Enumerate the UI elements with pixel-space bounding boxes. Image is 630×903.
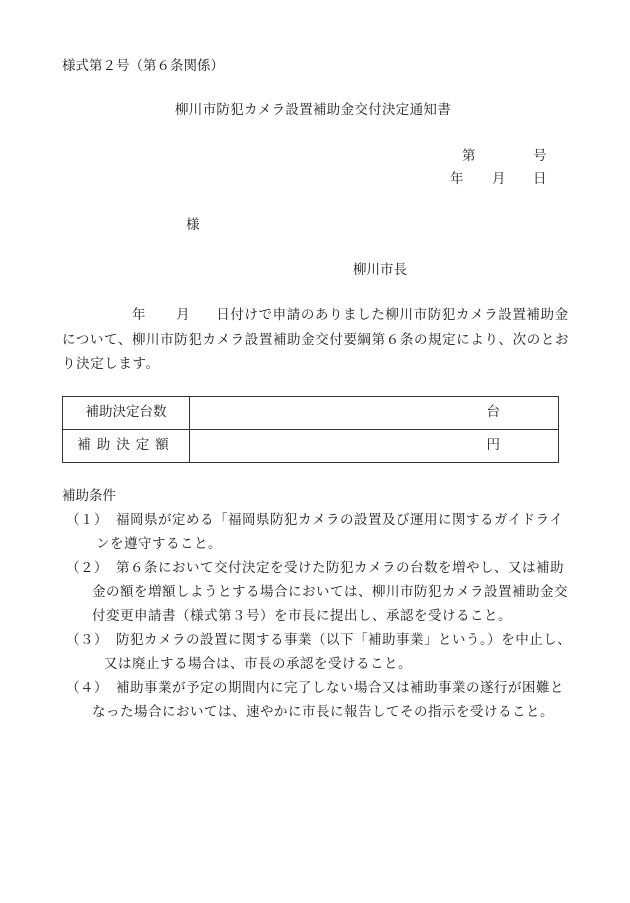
sender-name: 柳川市長 xyxy=(353,262,407,278)
units-value: 台 xyxy=(190,397,559,430)
decision-table xyxy=(62,396,559,463)
condition-2 xyxy=(66,562,564,576)
condition-number: （１） xyxy=(66,512,108,528)
conditions-heading: 補助条件 xyxy=(62,488,116,504)
units-label: 補助決定台数 xyxy=(63,397,190,430)
body-year-label: 年 xyxy=(132,307,147,323)
date-year-label: 年 xyxy=(450,171,464,187)
condition-text: 補助事業が予定の期間内に完了しない場合又は補助事業の遂行が困難と xyxy=(116,680,564,696)
date-month-label: 月 xyxy=(492,171,506,187)
condition-1 xyxy=(66,514,563,528)
date-day-label: 日 xyxy=(533,171,547,187)
condition-text: 福岡県が定める「福岡県防犯カメラの設置及び運用に関するガイドライ xyxy=(116,512,564,528)
body-line-1 xyxy=(62,309,569,323)
condition-2-continued: 金の額を増額しようとする場合においては、柳川市防犯カメラ設置補助金交 xyxy=(92,584,568,600)
condition-number: （３） xyxy=(66,632,108,648)
condition-4-continued: なった場合においては、速やかに市長に報告してその指示を受けること。 xyxy=(92,704,554,720)
body-line-2: について、柳川市防犯カメラ設置補助金交付要綱第６条の規定により、次のとお xyxy=(62,332,570,348)
recipient-honorific: 様 xyxy=(186,217,200,233)
number-suffix: 号 xyxy=(533,148,547,164)
condition-4 xyxy=(66,682,564,696)
page-title: 柳川市防犯カメラ設置補助金交付決定通知書 xyxy=(175,102,451,118)
amount-label: 補助決定額 xyxy=(63,430,190,463)
condition-3-continued: 又は廃止する場合は、市長の承認を受けること。 xyxy=(104,656,412,672)
condition-3 xyxy=(66,634,571,648)
condition-2-continued: 付変更申請書（様式第３号）を市長に提出し、承認を受けること。 xyxy=(92,608,512,624)
condition-text: 防犯カメラの設置に関する事業（以下「補助事業」という。）を中止し、 xyxy=(116,632,572,648)
table-row xyxy=(63,397,559,430)
number-prefix: 第 xyxy=(462,148,476,164)
condition-number: （２） xyxy=(66,560,108,576)
condition-number: （４） xyxy=(66,680,108,696)
table-row xyxy=(63,430,559,463)
body-line-3: り決定します。 xyxy=(62,356,160,372)
amount-value: 円 xyxy=(190,430,559,463)
body-month-label: 月 xyxy=(176,307,191,323)
form-label: 様式第２号（第６条関係） xyxy=(62,58,224,74)
condition-1-continued: ンを遵守すること。 xyxy=(96,536,222,552)
body-line-1-text: 日付けで申請のありました柳川市防犯カメラ設置補助金 xyxy=(216,307,569,323)
condition-text: 第６条において交付決定を受けた防犯カメラの台数を増やし、又は補助 xyxy=(116,560,564,576)
